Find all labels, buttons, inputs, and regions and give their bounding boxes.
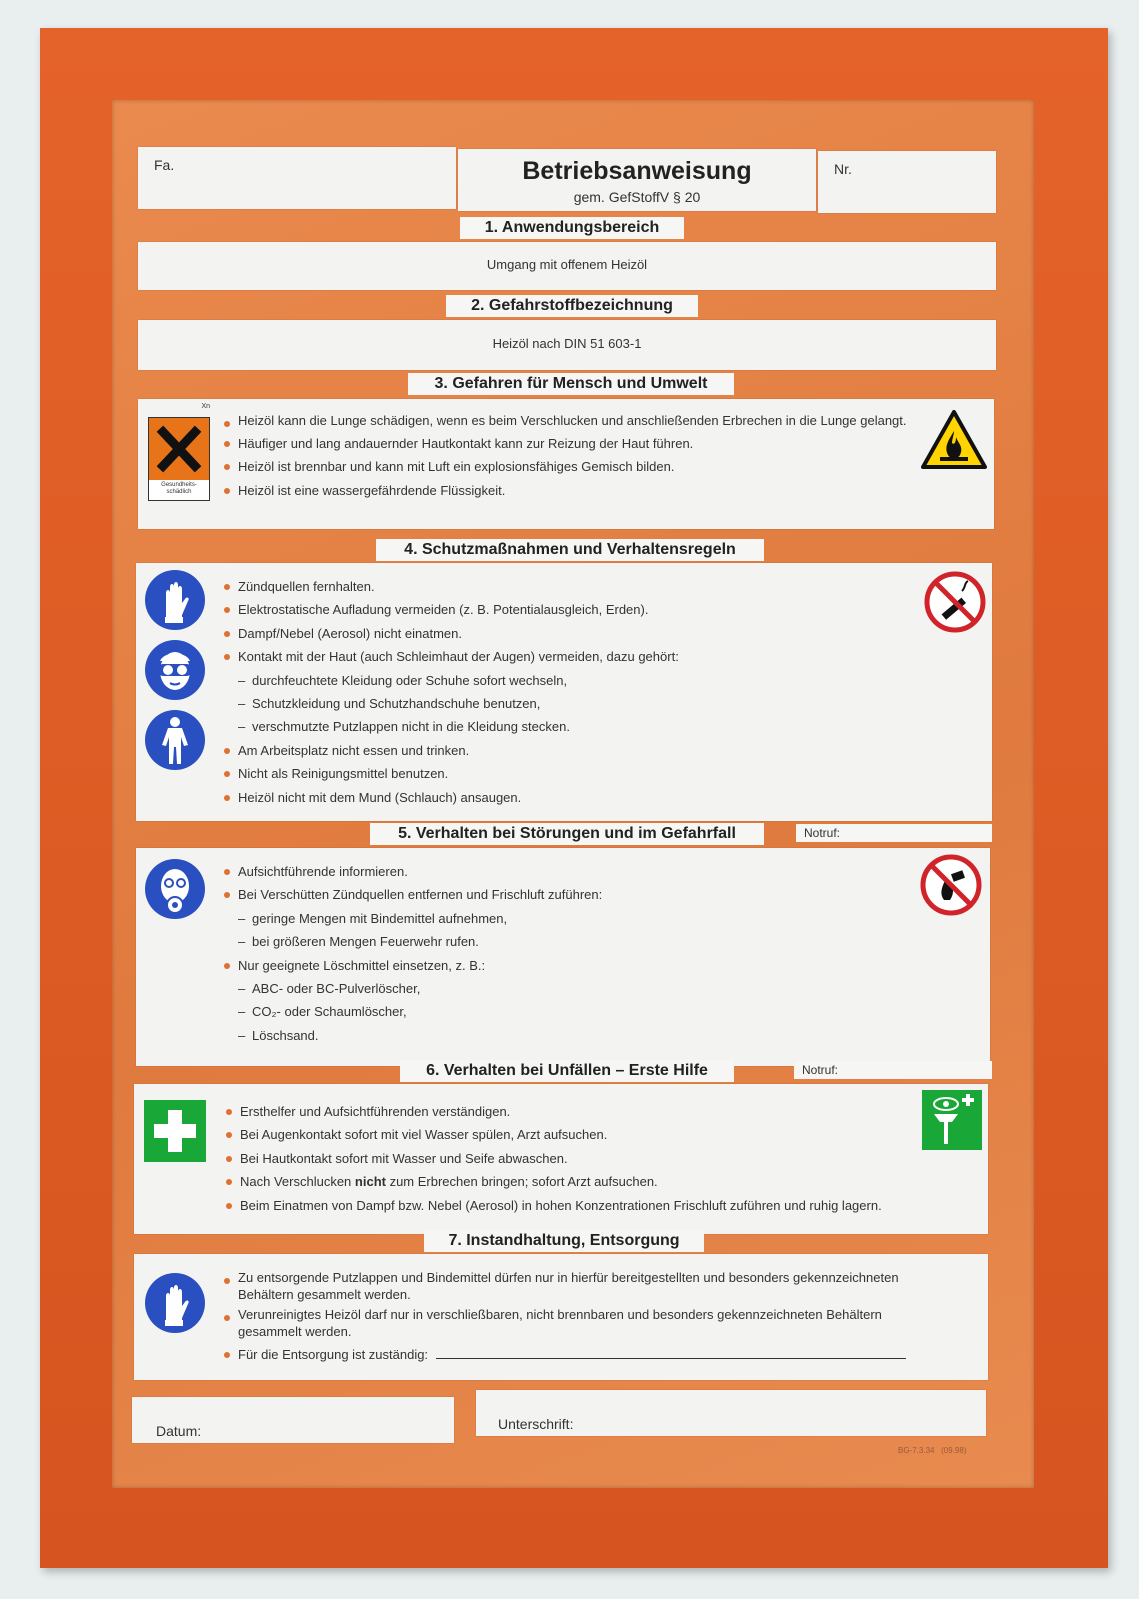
list-subitem: – CO₂- oder Schaumlöscher, <box>224 1000 914 1023</box>
section-7-box <box>134 1254 988 1380</box>
respirator-icon <box>144 858 206 920</box>
list-item: Nach Verschlucken nicht zum Erbrechen bringen; sofort Arzt aufsuchen. <box>226 1170 916 1193</box>
section-2-box <box>138 320 996 370</box>
list-item: Aufsichtführende informieren. <box>224 860 914 883</box>
company-field[interactable] <box>138 147 456 209</box>
section-6-box <box>134 1084 988 1234</box>
page-title: Betriebsanweisung <box>522 157 752 185</box>
first-aid-icon <box>144 1100 206 1162</box>
list-item: Bei Augenkontakt sofort mit viel Wasser spülen, Arzt aufsuchen. <box>226 1123 916 1146</box>
section-2-heading: 2. Gefahrstoffbezeichnung <box>446 295 698 317</box>
section-3-heading: 3. Gefahren für Mensch und Umwelt <box>408 373 734 395</box>
no-smoking-icon <box>924 571 986 633</box>
page-subtitle: gem. GefStoffV § 20 <box>573 189 701 205</box>
list-item: Zu entsorgende Putzlappen und Bindemittel dürfen nur in hierfür bereitgestellten und besonders gekennzeichneten Behältern gesammelt werden. <box>224 1269 924 1303</box>
goggles-icon <box>144 639 206 701</box>
list-item: Häufiger und lang andauernder Hautkontakt kann zur Reizung der Haut führen. <box>224 432 916 455</box>
protective-suit-icon <box>144 709 206 771</box>
harmful-xn-icon: Xn Gesundheits-schädlich <box>146 403 212 503</box>
section-4-box <box>136 563 992 821</box>
list-item: Bei Verschütten Zündquellen entfernen und Frischluft zuführen: <box>224 883 914 906</box>
section-3-list <box>224 409 916 502</box>
no-open-flame-icon <box>920 854 982 916</box>
section-3-box <box>138 399 994 529</box>
section-7-heading: 7. Instandhaltung, Entsorgung <box>424 1230 704 1252</box>
section-4-heading: 4. Schutzmaßnahmen und Verhaltensregeln <box>376 539 764 561</box>
orange-frame <box>40 28 1108 1568</box>
list-subitem: – verschmutzte Putzlappen nicht in die Kleidung stecken. <box>224 715 914 738</box>
list-subitem: – Löschsand. <box>224 1024 914 1047</box>
list-subitem: – bei größeren Mengen Feuerwehr rufen. <box>224 930 914 953</box>
list-item: Heizöl nicht mit dem Mund (Schlauch) ansaugen. <box>224 786 914 809</box>
signature-label: Unterschrift: <box>498 1416 574 1432</box>
gloves-icon <box>144 569 206 631</box>
date-field[interactable] <box>132 1397 454 1443</box>
section-6-list <box>226 1100 916 1217</box>
document-reference: BG-7.3.34 (09.98) <box>898 1446 967 1455</box>
section-6-heading: 6. Verhalten bei Unfällen – Erste Hilfe <box>400 1060 734 1082</box>
list-item: Zündquellen fernhalten. <box>224 575 914 598</box>
list-subitem: – geringe Mengen mit Bindemittel aufnehmen, <box>224 907 914 930</box>
disposal-responsible-label: Für die Entsorgung ist zuständig: <box>238 1347 429 1362</box>
flammable-warning-icon <box>920 409 988 471</box>
section-2-text: Heizöl nach DIN 51 603-1 <box>492 336 642 351</box>
list-item: Elektrostatische Aufladung vermeiden (z. B. Potentialausgleich, Erden). <box>224 598 914 621</box>
section-5-box <box>136 848 990 1066</box>
eye-wash-icon <box>922 1090 982 1150</box>
list-subitem: – Schutzkleidung und Schutzhandschuhe benutzen, <box>224 692 914 715</box>
disposal-responsible-field[interactable] <box>436 1346 906 1359</box>
harmful-caption: Gesundheits-schädlich <box>161 482 197 495</box>
gloves-icon <box>144 1272 206 1334</box>
section-1-text: Umgang mit offenem Heizöl <box>486 257 648 272</box>
section-5-heading: 5. Verhalten bei Störungen und im Gefahrfall <box>370 823 764 845</box>
number-field[interactable] <box>818 151 996 213</box>
emergency-call-field-5[interactable]: Notruf: <box>796 824 992 842</box>
list-item: Kontakt mit der Haut (auch Schleimhaut der Augen) vermeiden, dazu gehört: <box>224 645 914 668</box>
document-sheet <box>112 100 1034 1488</box>
list-item: Am Arbeitsplatz nicht essen und trinken. <box>224 739 914 762</box>
list-item <box>224 1343 924 1366</box>
emergency-call-field-6[interactable]: Notruf: <box>794 1061 992 1079</box>
section-1-box <box>138 242 996 290</box>
section-5-list <box>224 860 914 1047</box>
signature-field[interactable] <box>476 1390 986 1436</box>
list-item: Verunreinigtes Heizöl darf nur in verschließbaren, nicht brennbaren und besonders gekennzeichneten Behältern gesammelt werden. <box>224 1306 924 1340</box>
list-item: Heizöl ist brennbar und kann mit Luft ein explosionsfähiges Gemisch bilden. <box>224 455 916 478</box>
list-item: Heizöl kann die Lunge schädigen, wenn es beim Verschlucken und anschließenden Erbrechen in die Lunge gelangt. <box>224 412 916 429</box>
section-1-heading: 1. Anwendungsbereich <box>460 217 684 239</box>
title-box <box>458 149 816 211</box>
section-7-list <box>224 1266 924 1366</box>
list-item: Dampf/Nebel (Aerosol) nicht einatmen. <box>224 622 914 645</box>
list-item: Beim Einatmen von Dampf bzw. Nebel (Aerosol) in hohen Konzentrationen Frischluft zuführen und ruhig lagern. <box>226 1194 916 1217</box>
company-label: Fa. <box>154 157 175 173</box>
date-label: Datum: <box>156 1423 202 1439</box>
list-subitem: – durchfeuchtete Kleidung oder Schuhe sofort wechseln, <box>224 669 914 692</box>
list-item: Nicht als Reinigungsmittel benutzen. <box>224 762 914 785</box>
list-subitem: – ABC- oder BC-Pulverlöscher, <box>224 977 914 1000</box>
list-item: Nur geeignete Löschmittel einsetzen, z. B.: <box>224 954 914 977</box>
section-4-list <box>224 575 914 809</box>
list-item: Bei Hautkontakt sofort mit Wasser und Seife abwaschen. <box>226 1147 916 1170</box>
list-item: Ersthelfer und Aufsichtführenden verständigen. <box>226 1100 916 1123</box>
number-label: Nr. <box>834 161 852 177</box>
list-item: Heizöl ist eine wassergefährdende Flüssigkeit. <box>224 479 916 502</box>
